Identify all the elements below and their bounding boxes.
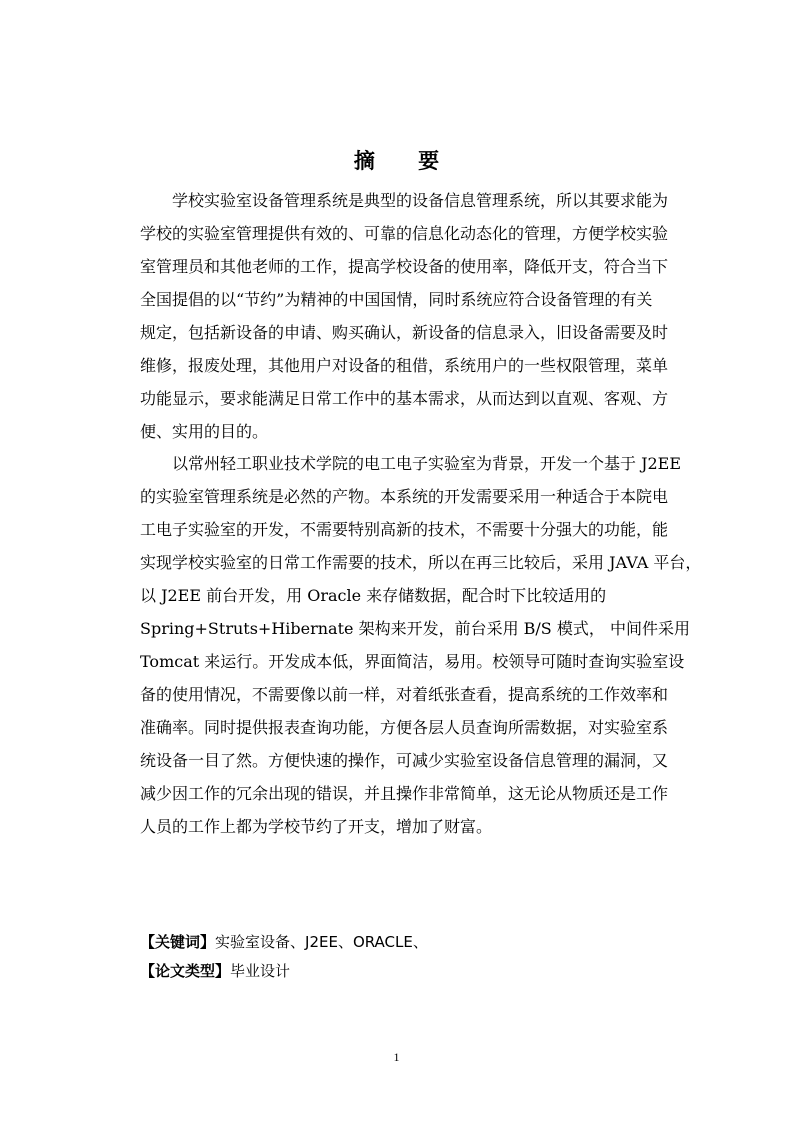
abstract-p2-line: 备的使用情况，不需要像以前一样，对着纸张查看，提高系统的工作效率和 — [140, 685, 669, 704]
abstract-p2-line: Tomcat 来运行。开发成本低，界面简洁，易用。校领导可随时查询实验室设 — [140, 652, 685, 671]
abstract-p2-line: 以常州轻工职业技术学院的电工电子实验室为背景，开发一个基于 J2EE — [172, 454, 682, 473]
abstract-p2-line: 的实验室管理系统是必然的产物。本系统的开发需要采用一种适合于本院电 — [140, 487, 669, 506]
page-title: 摘 要 — [353, 149, 458, 173]
keywords-value: 实验室设备、J2EE、ORACLE、 — [215, 933, 428, 951]
abstract-p2-line: 工电子实验室的开发，不需要特别高新的技术，不需要十分强大的功能，能 — [140, 520, 669, 539]
paper-type-value: 毕业设计 — [230, 962, 291, 980]
abstract-p1-line: 便、实用的目的。 — [140, 422, 269, 441]
abstract-p1-line: 学校的实验室管理提供有效的、可靠的信息化动态化的管理，方便学校实验 — [140, 224, 669, 243]
abstract-p1-line: 维修，报废处理，其他用户对设备的租借，系统用户的一些权限管理，菜单 — [140, 356, 669, 375]
abstract-p1-line: 学校实验室设备管理系统是典型的设备信息管理系统，所以其要求能为 — [172, 191, 669, 210]
abstract-p2-line: 以 J2EE 前台开发，用 Oracle 来存储数据，配合时下比较适用的 — [140, 586, 607, 605]
abstract-p2-line: 人员的工作上都为学校节约了开支，增加了财富。 — [140, 817, 493, 836]
abstract-p1-line: 功能显示，要求能满足日常工作中的基本需求，从而达到以直观、客观、方 — [140, 389, 669, 408]
paper-type-label: 【论文类型】 — [140, 962, 231, 980]
abstract-p2-line: 减少因工作的冗余出现的错误，并且操作非常简单，这无论从物质还是工作 — [140, 784, 669, 803]
paper-type-row — [140, 957, 290, 985]
abstract-p2-line: 准确率。同时提供报表查询功能，方便各层人员查询所需数据，对实验室系 — [140, 718, 669, 737]
abstract-p2-line: Spring+Struts+Hibernate 架构来开发，前台采用 B/S 模式， 中间件采用 — [140, 619, 690, 638]
abstract-p1-line: 室管理员和其他老师的工作，提高学校设备的使用率，降低开支，符合当下 — [140, 257, 669, 276]
keywords-label: 【关键词】 — [140, 933, 216, 951]
abstract-p2-line: 统设备一目了然。方便快速的操作，可减少实验室设备信息管理的漏洞，又 — [140, 751, 669, 770]
page-number: 1 — [393, 1050, 400, 1064]
keywords-row — [140, 928, 428, 956]
abstract-p1-line: 全国提倡的以“节约”为精神的中国国情，同时系统应符合设备管理的有关 — [140, 290, 653, 309]
abstract-p1-line: 规定，包括新设备的申请、购买确认，新设备的信息录入，旧设备需要及时 — [140, 323, 669, 342]
abstract-p2-line: 实现学校实验室的日常工作需要的技术，所以在再三比较后，采用 JAVA 平台， — [140, 553, 702, 572]
